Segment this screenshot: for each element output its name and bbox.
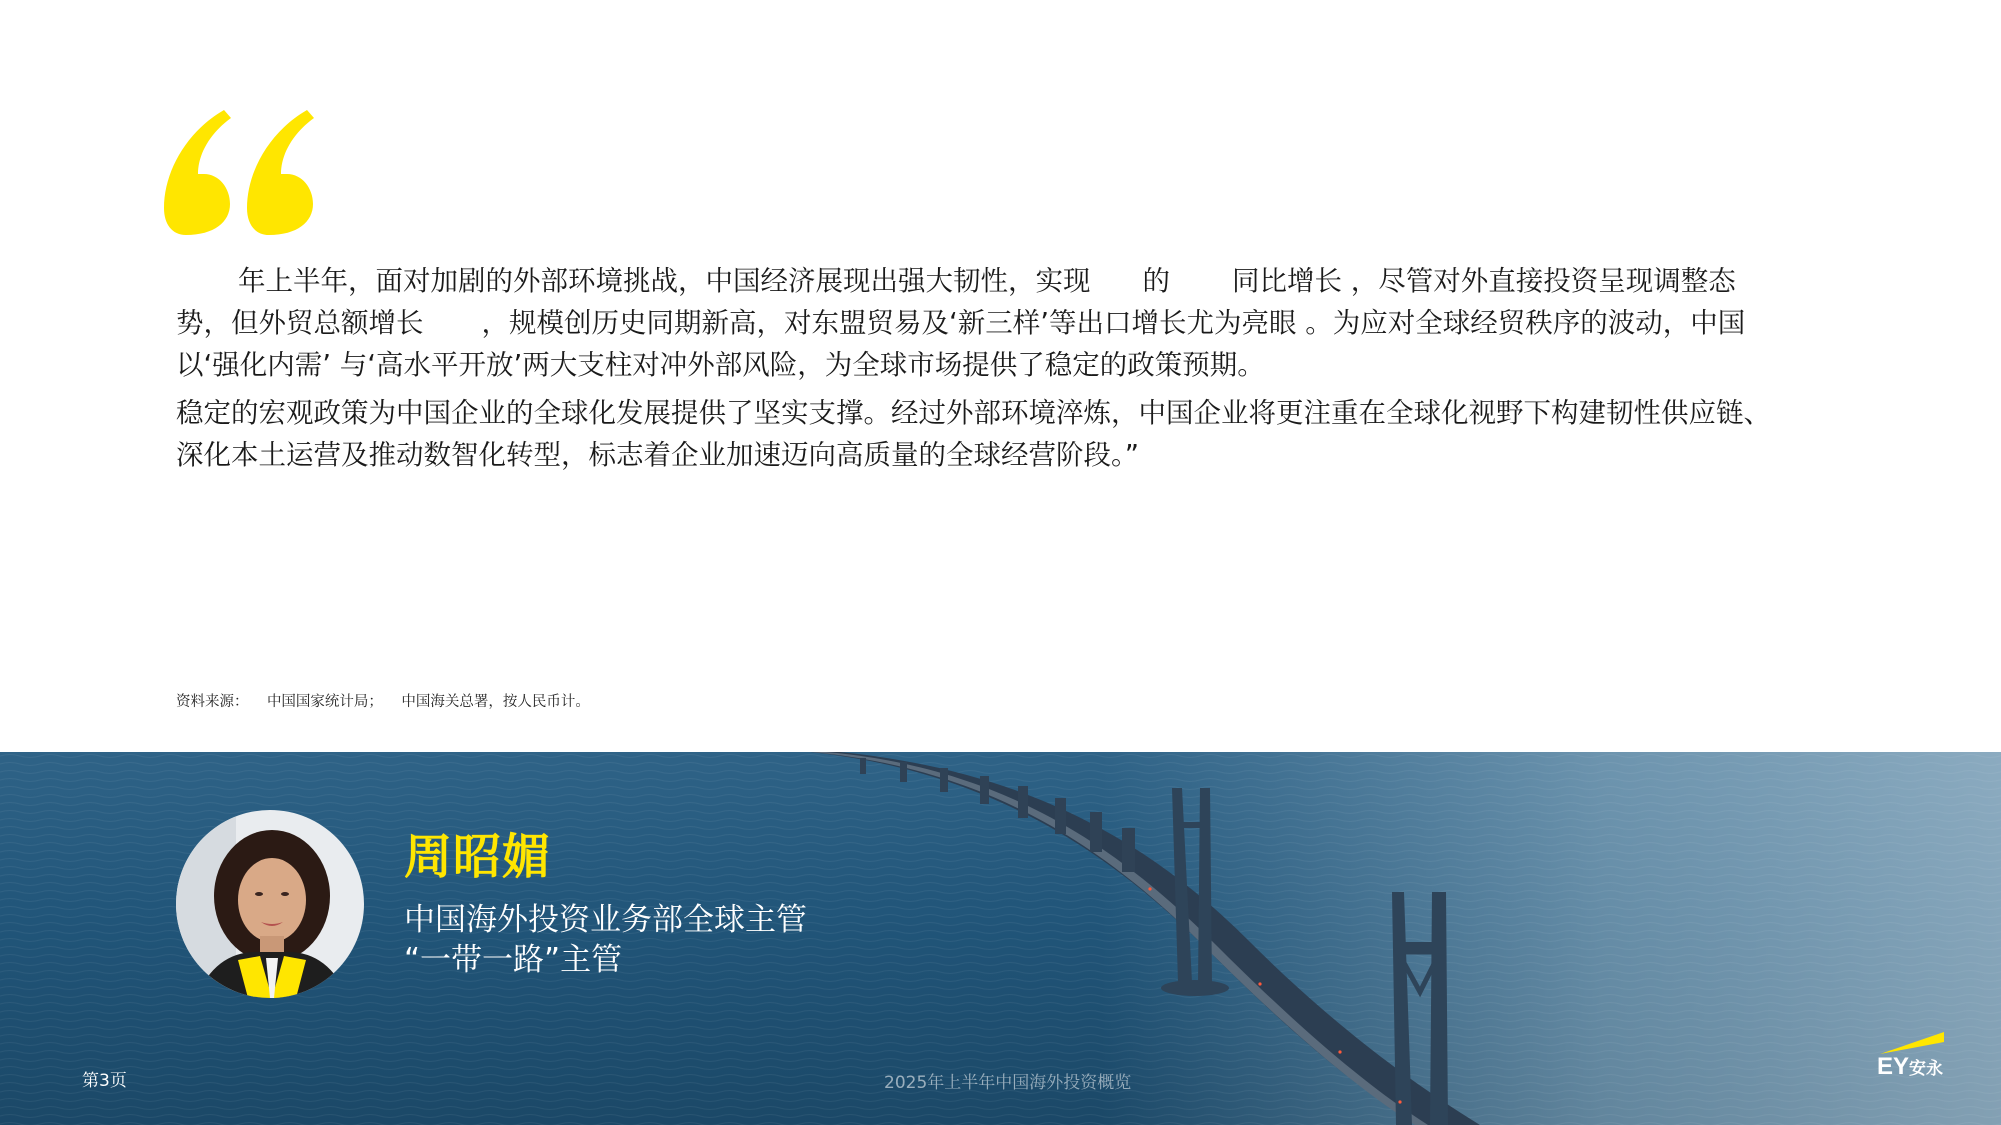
source-note <box>176 690 590 711</box>
quote-p1-seg1: 年上半年，面对加剧的外部环境挑战，中国经济展现出强大韧性，实现 <box>238 265 1091 297</box>
quote-body <box>176 260 1776 482</box>
quote-p1-seg4: ，规模创历史同期新高，对东盟贸易及‘新三样’等出口增长尤为亮眼 。为应对全球经贸秩序的波动，中国以‘强化内需’ 与‘高水平开放’两大支柱对冲外部风险，为全球市场提供了稳定的政策预期。 <box>176 307 1746 381</box>
person-title-line-2: “一带一路”主管 <box>404 942 623 978</box>
quote-p1-seg3: 同比增长 ，尽管对外直接投资呈现调整态势，但外贸总额增长 <box>176 265 1736 339</box>
source-item-2: 中国海关总署，按人民币计。 <box>401 694 590 710</box>
portrait-image <box>176 810 364 998</box>
opening-quote-icon <box>164 110 314 235</box>
person-name: 周昭媚 <box>404 829 552 885</box>
page-number: 第3页 <box>82 1071 127 1091</box>
quote-paragraph-2: 稳定的宏观政策为中国企业的全球化发展提供了坚实支撑。经过外部环境淬炼，中国企业将更注重在全球化视野下构建韧性供应链、深化本土运营及推动数智化转型，标志着企业加速迈向高质量的全球经营阶段。” <box>176 397 1771 471</box>
avatar <box>176 810 364 998</box>
source-label: 资料来源： <box>176 694 249 710</box>
person-title-line-1: 中国海外投资业务部全球主管 <box>404 902 807 938</box>
logo-brand-zh: 安永 <box>1909 1059 1944 1078</box>
quote-paragraph-1 <box>176 260 1776 386</box>
ey-logo-text <box>1877 1053 1943 1081</box>
logo-brand: EY <box>1877 1053 1910 1080</box>
report-title: 2025年上半年中国海外投资概览 <box>884 1073 1132 1093</box>
source-item-1: 中国国家统计局； <box>266 694 383 710</box>
quote-p1-seg2: 的 <box>1142 265 1170 297</box>
person-title <box>404 900 807 980</box>
